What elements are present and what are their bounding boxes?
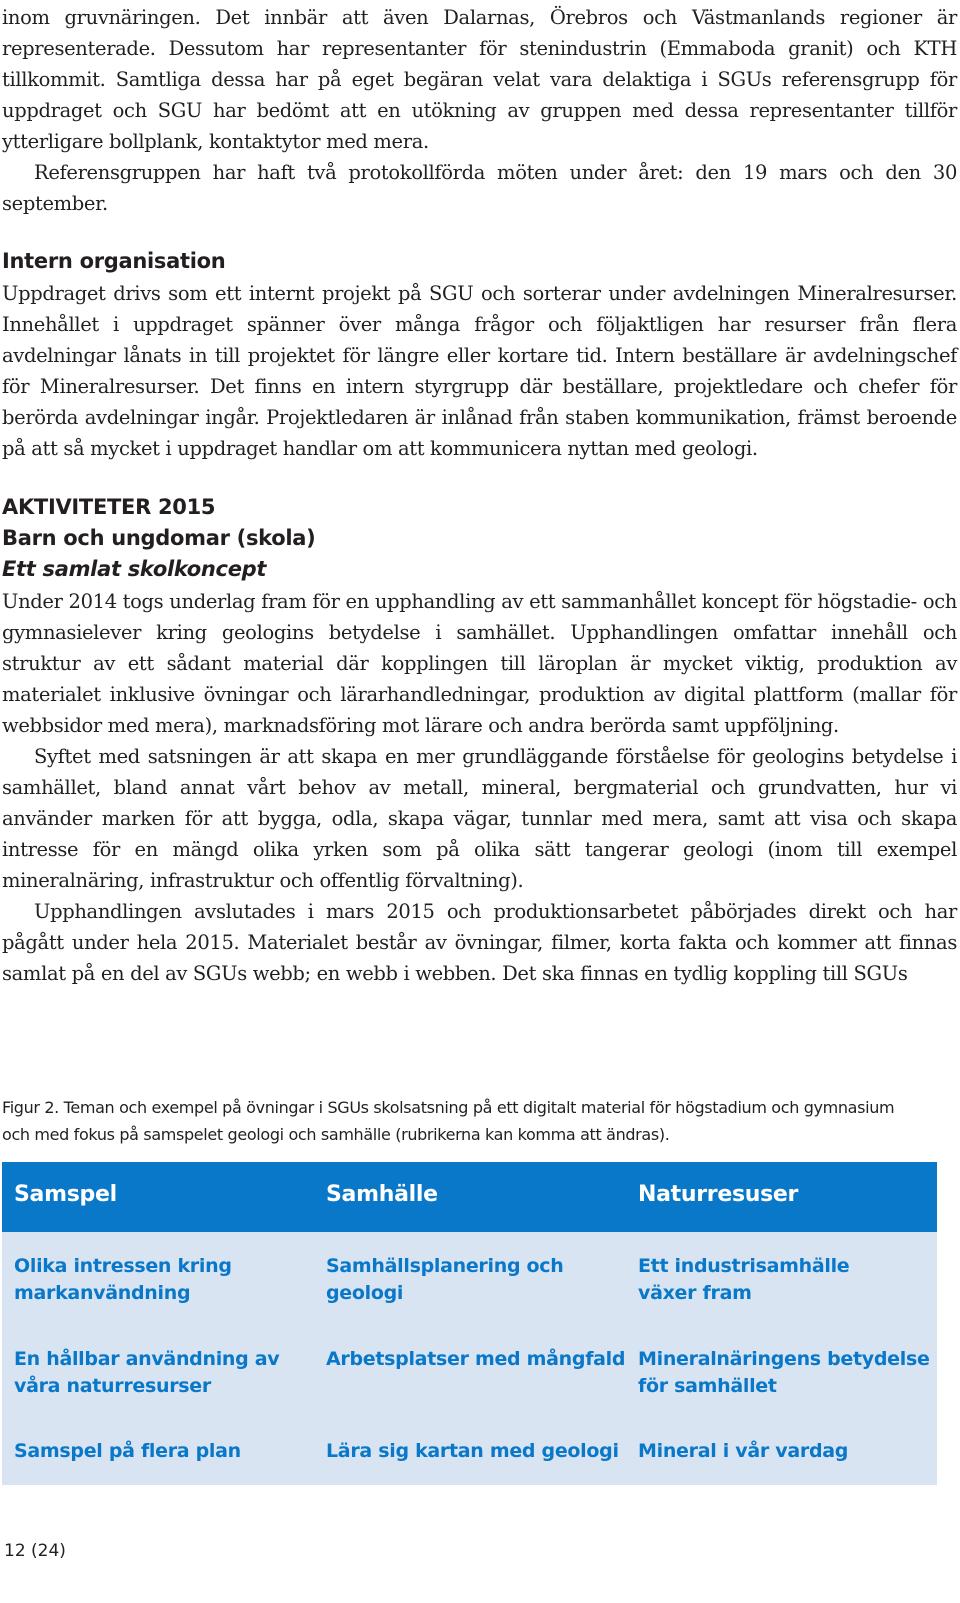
table-cell: Ett industrisamhälle växer fram [638,1255,850,1304]
intro-paragraph-1: inom gruvnäringen. Det innbär att även Dalarnas, Örebros och Västmanlands regioner är representerade. Dessutom har representanter för stenindustrin (Emmaboda granit) och KTH tillkommit. Samtliga dessa har på eget begäran velat vara delaktiga i SGUs referensgrupp för uppdraget och SGU har bedömt att en utökning av gruppen med dessa representanter tillför ytterligare bollplank, kontaktytor med mera. [2,6,957,153]
header-samspel: Samspel [14,1182,117,1207]
intern-paragraph: Uppdraget drivs som ett internt projekt på SGU och sorterar under avdelningen Mineralresurser. Innehållet i uppdraget spänner över många frågor och följaktligen har resurser från flera avdelningar lånats in till projektet för längre eller kortare tid. Intern beställare är avdelningschef för Mineralresurser. Det finns en intern styrgrupp där beställare, projektledare och chefer för berörda avdelningar ingår. Projektledaren är inlånad från staben kommunikation, främst beroende på att så mycket i uppdraget handlar om att kommunicera nyttan med geologi. [2,282,957,460]
header-samhalle: Samhälle [326,1182,438,1207]
table-cell: Mineral i vår vardag [638,1440,849,1462]
table-cell: Lära sig kartan med geologi [326,1440,619,1462]
table-cell: Samspel på flera plan [14,1440,241,1462]
table-cell: Mineralnäringens betydelse för samhället [638,1348,930,1397]
figure-caption: Figur 2. Teman och exempel på övningar i SGUs skolsatsning på ett digitalt material för högstadium och gymnasium och med fokus på samspelet geologi och samhälle (rubrikerna kan komma att ändras). [2,1098,895,1144]
table-cell: En hållbar användning av våra naturresurser [14,1348,280,1397]
intern-section [2,278,957,464]
table-cell: Olika intressen kring markanvändning [14,1255,232,1304]
theme-table [2,1162,937,1485]
intern-heading: Intern organisation [2,249,226,273]
table-cell: Samhällsplanering och geologi [326,1255,564,1304]
header-naturresuser: Naturresuser [638,1182,799,1207]
aktiviteter-paragraph-2: Syftet med satsningen är att skapa en mer grundläggande förståelse för geologins betydelse i samhället, bland annat vårt behov av metall, mineral, bergmaterial och grundvatten, hur vi använder marken för att bygga, odla, skapa vägar, tunnlar med mera, samt att visa och skapa intresse för en mängd olika yrken som på olika sätt tangerar geologi (inom till exempel mineralnäring, infrastruktur och offentlig förvaltning). [2,745,957,892]
aktiviteter-paragraph-1: Under 2014 togs underlag fram för en upphandling av ett sammanhållet koncept för högstadie- och gymnasielever kring geologins betydelse i samhället. Upphandlingen omfattar innehåll och struktur av ett sådant material där kopplingen till läroplan är mycket viktig, produktion av materialet inklusive övningar och lärarhandledningar, produktion av digital plattform (mallar för webbsidor med mera), marknadsföring mot lärare och andra berörda samt uppföljning. [2,590,957,737]
aktiviteter-subheading: Barn och ungdomar (skola) [2,526,316,550]
aktiviteter-paragraph-3: Upphandlingen avslutades i mars 2015 och produktionsarbetet påbörjades direkt och har pågått under hela 2015. Materialet består av övningar, filmer, korta fakta och kommer att finnas samlat på en del av SGUs webb; en webb i webben. Det ska finnas en tydlig koppling till SGUs [2,900,957,985]
intro-section [2,2,957,219]
aktiviteter-section [2,586,957,989]
table-cell: Arbetsplatser med mångfald [326,1348,626,1370]
page-number: 12 (24) [4,1541,66,1561]
intro-paragraph-2: Referensgruppen har haft två protokollförda möten under året: den 19 mars och den 30 september. [2,161,957,215]
theme-table-header [2,1162,937,1232]
aktiviteter-subsubheading: Ett samlat skolkoncept [2,557,267,581]
aktiviteter-heading: AKTIVITETER 2015 [2,495,216,519]
